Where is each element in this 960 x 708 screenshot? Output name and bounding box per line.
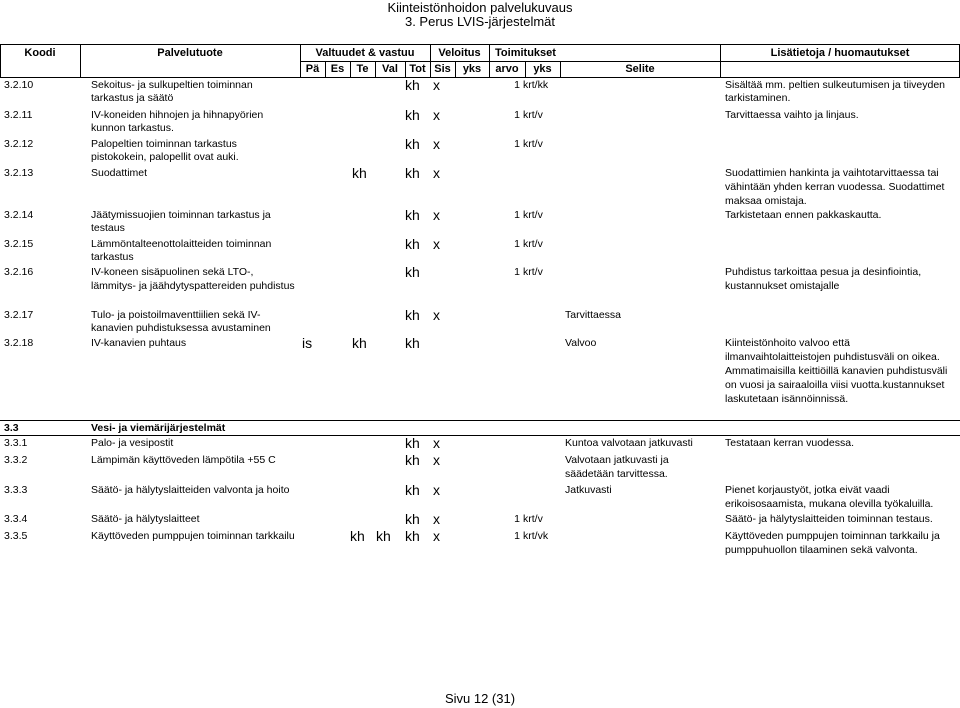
subhdr-tot: Tot [409, 63, 426, 75]
section-code: 3.3 [4, 422, 19, 434]
page-number: Sivu 12 (31) [444, 691, 516, 706]
row-note: Kiinteistönhoito valvoo että [725, 337, 850, 349]
row-kh-tot: kh [405, 107, 420, 123]
row-x-sis: x [433, 528, 440, 544]
row-name: IV-koneiden hihnojen ja hihnapyörien [91, 109, 264, 121]
row-name-2: lämmitys- ja jäähdytyspattereiden puhdistus [91, 280, 295, 292]
row-x-sis: x [433, 511, 440, 527]
row-kh-tot: kh [405, 165, 420, 181]
row-kh-tot: kh [405, 511, 420, 527]
row-x-sis: x [433, 77, 440, 93]
row-name: IV-koneen sisäpuolinen sekä LTO-, [91, 266, 254, 278]
row-name-2: pistokokein, palopellit ovat auki. [91, 151, 239, 163]
row-is-pa: is [302, 335, 313, 351]
subhdr-es: Es [330, 63, 345, 75]
section-title: Vesi- ja viemärijärjestelmät [91, 422, 226, 434]
row-name: Lämmöntalteenottolaitteiden toiminnan [91, 238, 272, 250]
row-kh-tot: kh [405, 435, 420, 451]
row-name-2: kanavien puhdistuksessa avustaminen [91, 322, 271, 334]
row-code: 3.2.12 [4, 138, 34, 150]
row-name: Palo- ja vesipostit [91, 437, 174, 449]
col-header-valtuudet: Valtuudet & vastuu [315, 47, 415, 59]
row-kh-tot: kh [405, 307, 420, 323]
row-selite: Valvoo [565, 337, 597, 349]
subhdr-sis: Sis [434, 63, 451, 75]
row-note: Testataan kerran vuodessa. [725, 437, 854, 449]
row-name: Säätö- ja hälytyslaitteet [91, 513, 200, 525]
row-yks: krt/v [523, 238, 543, 250]
subhdr-yks2: yks [533, 63, 552, 75]
row-note: Puhdistus tarkoittaa pesua ja desinfiointia, [725, 266, 922, 278]
row-name: IV-kanavien puhtaus [91, 337, 187, 349]
row-x-sis: x [433, 236, 440, 252]
row-note: Tarvittaessa vaihto ja linjaus. [725, 109, 859, 121]
row-name: Käyttöveden pumppujen toiminnan tarkkailu [91, 530, 295, 542]
row-note-2: erikoisosaamista, mukana olevilla työkaluilla. [725, 498, 934, 510]
row-arvo: 1 [514, 513, 520, 525]
row-code: 3.2.15 [4, 238, 34, 250]
subhdr-val: Val [382, 63, 398, 75]
row-note-4: on vuosi ja sairaaloilla viisi vuotta.kustannukset [725, 379, 945, 391]
row-note-2: tarkistaminen. [725, 92, 791, 104]
row-kh-tot: kh [405, 528, 420, 544]
row-code: 3.2.18 [4, 337, 34, 349]
col-header-palvelutuote: Palvelutuote [157, 47, 223, 59]
row-name-2: testaus [91, 222, 125, 234]
row-selite: Jatkuvasti [565, 484, 612, 496]
row-code: 3.2.14 [4, 209, 34, 221]
row-kh-te: kh [352, 165, 367, 181]
row-code: 3.3.4 [4, 513, 28, 525]
row-code: 3.3.1 [4, 437, 28, 449]
col-header-toimitukset: Toimitukset [495, 47, 556, 59]
row-kh-tot: kh [405, 77, 420, 93]
document-title: Kiinteistönhoidon palvelukuvaus [387, 0, 573, 15]
row-name-2: kunnon tarkastus. [91, 122, 174, 134]
row-name: Suodattimet [91, 167, 148, 179]
subhdr-pa: Pä [305, 63, 320, 75]
row-note-2: ilmanvaihtolaitteistojen puhdistusväli on oikea. [725, 351, 940, 363]
row-x-sis: x [433, 136, 440, 152]
row-name-2: tarkastus ja säätö [91, 92, 174, 104]
row-kh-tot: kh [405, 264, 420, 280]
row-kh-tot: kh [405, 207, 420, 223]
row-yks: krt/v [523, 109, 543, 121]
row-code: 3.2.13 [4, 167, 34, 179]
row-arvo: 1 [514, 138, 520, 150]
row-note: Pienet korjaustyöt, jotka eivät vaadi [725, 484, 890, 496]
row-arvo: 1 [514, 530, 520, 542]
col-header-veloitus: Veloitus [438, 47, 481, 59]
row-note: Säätö- ja hälytyslaitteiden toiminnan testaus. [725, 513, 933, 525]
row-yks: krt/v [523, 209, 543, 221]
row-code: 3.2.11 [4, 109, 33, 121]
row-name: Sekoitus- ja sulkupeltien toiminnan [91, 79, 253, 91]
row-yks: krt/v [523, 266, 543, 278]
document-subtitle: 3. Perus LVIS-järjestelmät [404, 14, 556, 29]
row-code: 3.3.5 [4, 530, 28, 542]
row-kh-tot: kh [405, 136, 420, 152]
row-name: Lämpimän käyttöveden lämpötila +55 C [91, 454, 276, 466]
row-note: Sisältää mm. peltien sulkeutumisen ja tiiveyden [725, 79, 946, 91]
row-x-sis: x [433, 207, 440, 223]
row-yks: krt/vk [523, 530, 549, 542]
row-note-2: pumppuhuollon tilaaminen sekä valvonta. [725, 544, 918, 556]
row-kh-tot: kh [405, 236, 420, 252]
row-code: 3.3.3 [4, 484, 28, 496]
row-note-2: kustannukset omistajalle [725, 280, 840, 292]
row-note-5: laskutetaan isännöinnissä. [725, 393, 849, 405]
row-arvo: 1 [514, 209, 520, 221]
row-arvo: 1 [514, 79, 520, 91]
subhdr-selite: Selite [625, 63, 655, 75]
row-note-3: maksaa omistaja. [725, 195, 807, 207]
row-yks: krt/v [523, 513, 543, 525]
row-kh-tot: kh [405, 335, 420, 351]
col-header-koodi: Koodi [24, 47, 56, 59]
subhdr-arvo: arvo [495, 63, 519, 75]
row-kh-te: kh [376, 528, 391, 544]
row-x-sis: x [433, 435, 440, 451]
row-name: Tulo- ja poistoilmaventtiilien sekä IV- [91, 309, 261, 321]
subhdr-yks1: yks [462, 63, 482, 75]
row-kh-es: kh [350, 528, 365, 544]
col-header-lisatietoja: Lisätietoja / huomautukset [770, 47, 910, 59]
row-arvo: 1 [514, 109, 520, 121]
row-selite-2: säädetään tarvittessa. [565, 468, 668, 480]
row-arvo: 1 [514, 238, 520, 250]
row-code: 3.2.17 [4, 309, 34, 321]
row-x-sis: x [433, 482, 440, 498]
row-arvo: 1 [514, 266, 520, 278]
row-kh-te: kh [352, 335, 367, 351]
row-kh-tot: kh [405, 482, 420, 498]
row-x-sis: x [433, 107, 440, 123]
row-yks: krt/v [523, 138, 543, 150]
row-note: Käyttöveden pumppujen toiminnan tarkkailu ja [725, 530, 940, 542]
row-selite: Tarvittaessa [565, 309, 622, 321]
row-selite: Kuntoa valvotaan jatkuvasti [565, 437, 693, 449]
row-name-2: tarkastus [91, 251, 134, 263]
row-yks: krt/kk [523, 79, 549, 91]
row-code: 3.2.10 [4, 79, 34, 91]
row-code: 3.3.2 [4, 454, 28, 466]
row-name: Säätö- ja hälytyslaitteiden valvonta ja hoito [91, 484, 290, 496]
row-kh-tot: kh [405, 452, 420, 468]
row-note: Suodattimien hankinta ja vaihtotarvittaessa tai [725, 167, 939, 179]
row-selite: Valvotaan jatkuvasti ja [565, 454, 669, 466]
row-x-sis: x [433, 307, 440, 323]
row-name: Palopeltien toiminnan tarkastus [91, 138, 237, 150]
row-note-2: vähintään yhden kerran vuodessa. Suodattimet [725, 181, 945, 193]
row-note-3: Ammatimaisilla keittiöillä kanavien puhdistusväli [725, 365, 948, 377]
row-note: Tarkistetaan ennen pakkaskautta. [725, 209, 882, 221]
row-name: Jäätymissuojien toiminnan tarkastus ja [91, 209, 271, 221]
row-x-sis: x [433, 452, 440, 468]
row-x-sis: x [433, 165, 440, 181]
subhdr-te: Te [356, 63, 369, 75]
row-code: 3.2.16 [4, 266, 34, 278]
